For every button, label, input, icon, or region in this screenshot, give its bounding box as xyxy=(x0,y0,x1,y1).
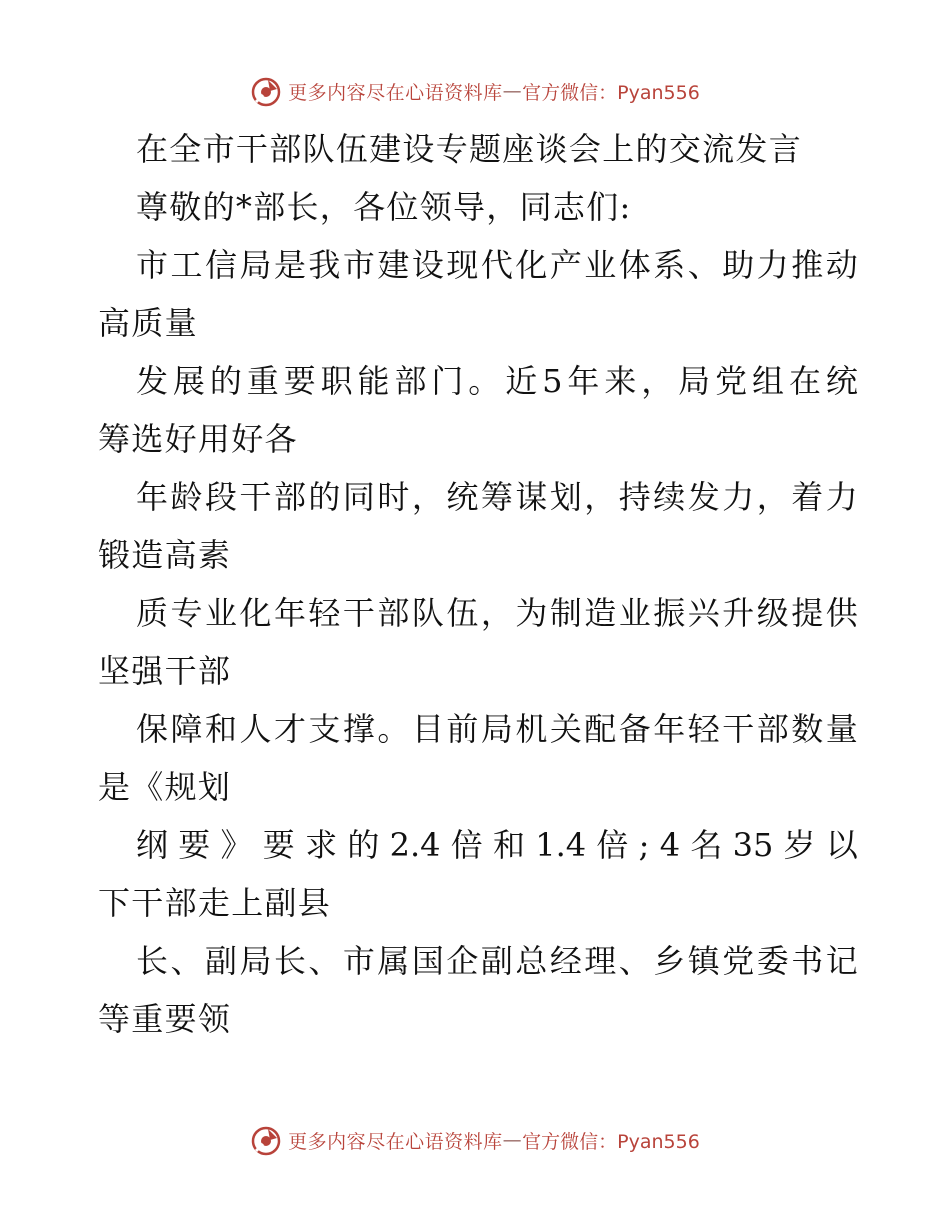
text-token: 经 xyxy=(549,942,582,980)
text-token: 年 xyxy=(273,594,306,632)
text-token: 展 xyxy=(172,362,205,400)
text-token: 能 xyxy=(357,362,390,400)
text-token: 着 xyxy=(791,478,824,516)
text-token: 现 xyxy=(446,246,479,284)
text-token: 业 xyxy=(584,246,617,284)
text-token: 统 xyxy=(446,478,479,516)
text-token: 助 xyxy=(722,246,755,284)
text-token: 量 xyxy=(825,710,858,748)
text-token: 总 xyxy=(515,942,548,980)
text-token: 年 xyxy=(136,478,169,516)
text-token: 业 xyxy=(204,594,237,632)
text-token: 系 xyxy=(653,246,686,284)
text-token: 动 xyxy=(825,246,858,284)
text-token: 配 xyxy=(584,710,617,748)
text-token: 提 xyxy=(791,594,824,632)
paragraph-line: 高质量 xyxy=(98,304,198,342)
text-token: 2.4 xyxy=(389,826,441,864)
text-token: 、 xyxy=(618,942,651,980)
text-token: 副 xyxy=(204,942,237,980)
text-token: 倍 xyxy=(450,826,483,864)
banner-separator: — xyxy=(502,1129,523,1151)
text-token: 障 xyxy=(170,710,203,748)
text-token: 以 xyxy=(825,826,858,864)
text-token: 推 xyxy=(791,246,824,284)
text-token: 理 xyxy=(584,942,617,980)
text-token: 1.4 xyxy=(535,826,587,864)
text-token: 机 xyxy=(515,710,548,748)
text-token: 门 xyxy=(431,362,464,400)
text-token: 》 xyxy=(220,826,253,864)
text-token: 力 xyxy=(825,478,858,516)
text-token: 、 xyxy=(308,942,341,980)
brand-logo-icon xyxy=(250,75,282,107)
text-token: 轻 xyxy=(308,594,341,632)
text-token: 名 xyxy=(690,826,723,864)
text-token: 国 xyxy=(411,942,444,980)
paragraph-line xyxy=(98,352,858,410)
text-token: 。 xyxy=(377,710,410,748)
banner-wechat: 官方微信：Pyan556 xyxy=(522,1130,700,1153)
text-token: 长 xyxy=(136,942,169,980)
text-token: 5 xyxy=(542,362,563,400)
text-token: 升 xyxy=(722,594,755,632)
text-token: 倍 xyxy=(596,826,629,864)
text-token: ， xyxy=(756,478,789,516)
paragraph-line: 坚强干部 xyxy=(98,652,232,690)
document-title: 在全市干部队伍建设专题座谈会上的交流发言 xyxy=(136,130,803,168)
document-body xyxy=(98,120,858,1048)
text-token: 力 xyxy=(722,478,755,516)
text-token: 撑 xyxy=(342,710,375,748)
text-token: 属 xyxy=(377,942,410,980)
paragraph-line xyxy=(98,584,858,642)
text-token: 制 xyxy=(549,594,582,632)
text-token: 部 xyxy=(394,362,427,400)
text-token: 质 xyxy=(136,594,169,632)
text-token: 我 xyxy=(308,246,341,284)
text-token: 局 xyxy=(480,710,513,748)
text-token: 部 xyxy=(756,710,789,748)
banner-wechat: 官方微信：Pyan556 xyxy=(522,81,700,104)
text-token: 保 xyxy=(136,710,169,748)
text-token: 局 xyxy=(239,942,272,980)
text-token: 和 xyxy=(204,710,237,748)
text-token: 产 xyxy=(549,246,582,284)
text-token: 振 xyxy=(653,594,686,632)
text-token: ， xyxy=(411,478,444,516)
text-token: 划 xyxy=(549,478,582,516)
text-token: 筹 xyxy=(480,478,513,516)
text-token: 专 xyxy=(170,594,203,632)
text-token: 在 xyxy=(788,362,821,400)
paragraph-line xyxy=(98,236,858,294)
banner-text: 更多内容尽在心语资料库 xyxy=(288,1130,503,1153)
salutation: 尊敬的*部长，各位领导，同志们: xyxy=(136,188,632,226)
paragraph-line xyxy=(98,468,858,526)
text-token: 段 xyxy=(204,478,237,516)
text-token: 岁 xyxy=(783,826,816,864)
text-token: 信 xyxy=(204,246,237,284)
text-token: 、 xyxy=(687,246,720,284)
text-token: 干 xyxy=(239,478,272,516)
text-token: 的 xyxy=(308,478,341,516)
text-token: 体 xyxy=(618,246,651,284)
text-token: 的 xyxy=(347,826,380,864)
text-token: 设 xyxy=(411,246,444,284)
text-token: 委 xyxy=(756,942,789,980)
text-token: 统 xyxy=(825,362,858,400)
text-token: 纲 xyxy=(136,826,169,864)
paragraph-line xyxy=(98,932,858,990)
text-token: 业 xyxy=(618,594,651,632)
text-token: ， xyxy=(480,594,513,632)
text-token: 近 xyxy=(505,362,538,400)
paragraph-line: 筹选好用好各 xyxy=(98,420,298,458)
text-token: 要 xyxy=(283,362,316,400)
text-token: 的 xyxy=(209,362,242,400)
text-token: 市 xyxy=(136,246,169,284)
text-token: 建 xyxy=(377,246,410,284)
text-token: 目 xyxy=(411,710,444,748)
text-token: 才 xyxy=(273,710,306,748)
text-token: 年 xyxy=(653,710,686,748)
text-token: 备 xyxy=(618,710,651,748)
text-token: 级 xyxy=(756,594,789,632)
text-token: 力 xyxy=(756,246,789,284)
text-token: 续 xyxy=(653,478,686,516)
text-token: 市 xyxy=(342,942,375,980)
text-token: 工 xyxy=(170,246,203,284)
text-token: ， xyxy=(641,362,674,400)
text-token: 35 xyxy=(732,826,774,864)
header-banner xyxy=(0,71,950,111)
text-token: 和 xyxy=(493,826,526,864)
text-token: 化 xyxy=(515,246,548,284)
text-token: 造 xyxy=(584,594,617,632)
text-token: 发 xyxy=(136,362,169,400)
text-token: 时 xyxy=(377,478,410,516)
text-token: 数 xyxy=(791,710,824,748)
text-token: 关 xyxy=(549,710,582,748)
text-token: 求 xyxy=(305,826,338,864)
text-token: 来 xyxy=(604,362,637,400)
text-token: 部 xyxy=(377,594,410,632)
text-token: ， xyxy=(584,478,617,516)
text-token: 4 xyxy=(659,826,681,864)
text-token: 支 xyxy=(308,710,341,748)
text-token: 干 xyxy=(722,710,755,748)
text-token: 局 xyxy=(239,246,272,284)
text-token: 龄 xyxy=(170,478,203,516)
paragraph-line: 等重要领 xyxy=(98,1000,232,1038)
text-token: 书 xyxy=(791,942,824,980)
text-token: 同 xyxy=(342,478,375,516)
text-token: 重 xyxy=(246,362,279,400)
text-token: 记 xyxy=(825,942,858,980)
text-token: 队 xyxy=(411,594,444,632)
text-token: 干 xyxy=(342,594,375,632)
text-token: ; xyxy=(638,826,650,864)
text-token: 供 xyxy=(825,594,858,632)
text-token: 党 xyxy=(722,942,755,980)
paragraph-line xyxy=(98,700,858,758)
text-token: 企 xyxy=(446,942,479,980)
text-token: 谋 xyxy=(515,478,548,516)
text-token: 年 xyxy=(567,362,600,400)
text-token: 组 xyxy=(752,362,785,400)
text-token: 化 xyxy=(239,594,272,632)
footer-banner xyxy=(0,1120,950,1160)
text-token: 、 xyxy=(170,942,203,980)
text-token: 要 xyxy=(178,826,211,864)
text-token: 为 xyxy=(515,594,548,632)
text-token: 发 xyxy=(687,478,720,516)
text-token: 人 xyxy=(239,710,272,748)
paragraph-line xyxy=(98,816,858,874)
text-token: 长 xyxy=(273,942,306,980)
text-token: 轻 xyxy=(687,710,720,748)
text-token: 党 xyxy=(715,362,748,400)
text-token: 乡 xyxy=(653,942,686,980)
paragraph-line: 下干部走上副县 xyxy=(98,884,332,922)
text-token: 代 xyxy=(480,246,513,284)
text-token: 副 xyxy=(480,942,513,980)
banner-text: 更多内容尽在心语资料库 xyxy=(288,81,503,104)
text-token: 是 xyxy=(273,246,306,284)
paragraph-line: 是《规划 xyxy=(98,768,232,806)
text-token: 市 xyxy=(342,246,375,284)
brand-logo-icon xyxy=(250,1124,282,1156)
banner-separator: — xyxy=(502,80,523,102)
text-token: 职 xyxy=(320,362,353,400)
text-token: 局 xyxy=(678,362,711,400)
text-token: 。 xyxy=(468,362,501,400)
paragraph-line: 锻造高素 xyxy=(98,536,232,574)
text-token: 伍 xyxy=(446,594,479,632)
text-token: 镇 xyxy=(687,942,720,980)
text-token: 要 xyxy=(262,826,295,864)
text-token: 持 xyxy=(618,478,651,516)
text-token: 前 xyxy=(446,710,479,748)
text-token: 兴 xyxy=(687,594,720,632)
text-token: 部 xyxy=(273,478,306,516)
